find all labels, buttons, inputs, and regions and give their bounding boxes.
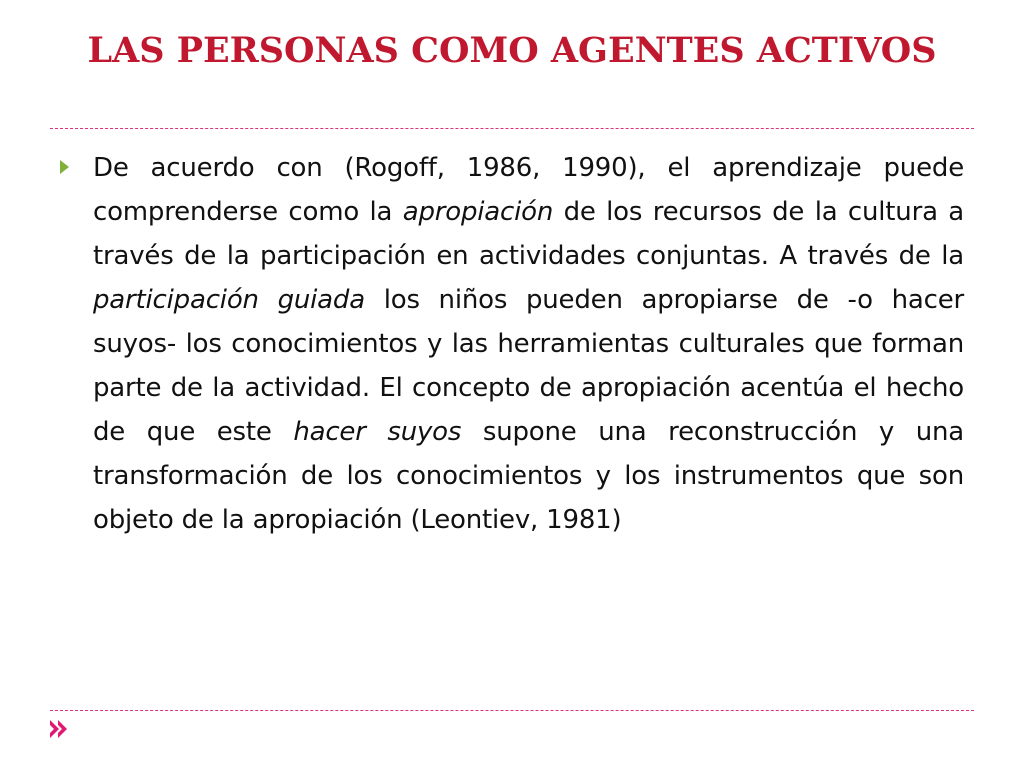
slide-title: LAS PERSONAS COMO AGENTES ACTIVOS	[87, 30, 937, 71]
title-divider	[50, 128, 974, 129]
text-segment: de los recursos de la cultura a través de la participación en actividades conjuntas. A través de la	[93, 197, 964, 271]
text-segment: supone una reconstrucción y una transformación de los conocimientos y los instrumentos que son objeto de la apropiación (Leontiev, 1981)	[93, 417, 965, 535]
triangle-right-icon	[60, 160, 69, 174]
footer-divider	[50, 710, 974, 711]
emphasis-apropiacion: apropiación	[402, 197, 554, 227]
text-segment: De acuerdo con (Rogoff, 1986, 1990), el aprendizaje puede comprenderse como la	[93, 153, 964, 227]
emphasis-participacion-guiada: participación guiada	[93, 285, 365, 315]
bullet-text	[93, 146, 964, 542]
double-chevron-right-icon	[48, 718, 70, 740]
emphasis-hacer-suyos: hacer suyos	[293, 417, 462, 447]
text-segment: los niños pueden apropiarse de -o hacer suyos- los conocimientos y las herramientas culturales que forman parte de la actividad. El concepto de apropiación acentúa el hecho de que este	[93, 285, 964, 447]
